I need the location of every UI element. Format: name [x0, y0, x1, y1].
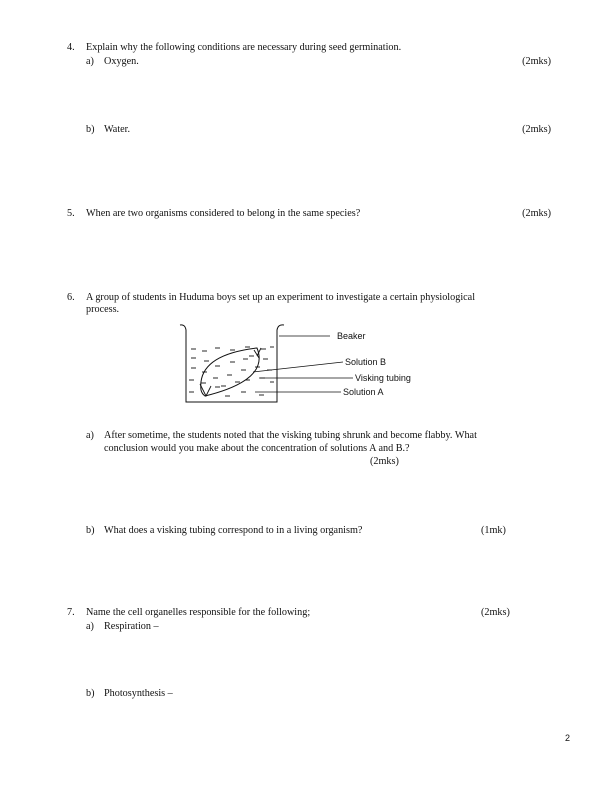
marks-label: (2mks): [522, 208, 551, 219]
part-text: Water.: [104, 124, 131, 135]
part-text-line-1: After sometime, the students noted that the visking tubing shrunk and become flabby. What: [104, 430, 477, 441]
part-text: Photosynthesis –: [104, 688, 173, 699]
solution-b-label: Solution B: [345, 357, 387, 367]
question-number: 5.: [67, 208, 75, 219]
beaker-outline: [180, 325, 284, 402]
part-text-line-2: conclusion would you make about the concentration of solutions A and B.?: [104, 443, 410, 454]
solution-b-leader-line: [253, 362, 343, 372]
marks-label: (2mks): [522, 56, 551, 67]
question-number: 7.: [67, 607, 75, 618]
visking-tubing-label: Visking tubing: [355, 373, 411, 383]
question-text-line-2: process.: [86, 304, 120, 315]
question-number: 6.: [67, 292, 75, 303]
solution-a-label: Solution A: [343, 387, 384, 397]
question-text: Explain why the following conditions are necessary during seed germination.: [86, 42, 402, 53]
part-label: b): [86, 688, 95, 699]
marks-label: (2mks): [522, 124, 551, 135]
part-text: What does a visking tubing correspond to in a living organism?: [104, 525, 363, 536]
part-label: a): [86, 621, 94, 632]
solution-a-dashes: [189, 347, 274, 396]
beaker-label: Beaker: [337, 331, 366, 341]
part-label: b): [86, 124, 95, 135]
question-number: 4.: [67, 42, 75, 53]
part-label: a): [86, 56, 94, 67]
marks-label: (1mk): [481, 525, 506, 536]
question-text: When are two organisms considered to belong in the same species?: [86, 208, 361, 219]
question-text-line-1: A group of students in Huduma boys set up an experiment to investigate a certain physiological: [86, 292, 476, 303]
part-text: Oxygen.: [104, 56, 139, 67]
part-label: b): [86, 525, 95, 536]
marks-label: (2mks): [481, 607, 510, 618]
osmosis-diagram: [175, 320, 435, 408]
page-number: 2: [565, 733, 571, 743]
part-label: a): [86, 430, 94, 441]
question-text: Name the cell organelles responsible for the following;: [86, 607, 311, 618]
marks-label: (2mks): [370, 456, 399, 467]
part-text: Respiration –: [104, 621, 159, 632]
